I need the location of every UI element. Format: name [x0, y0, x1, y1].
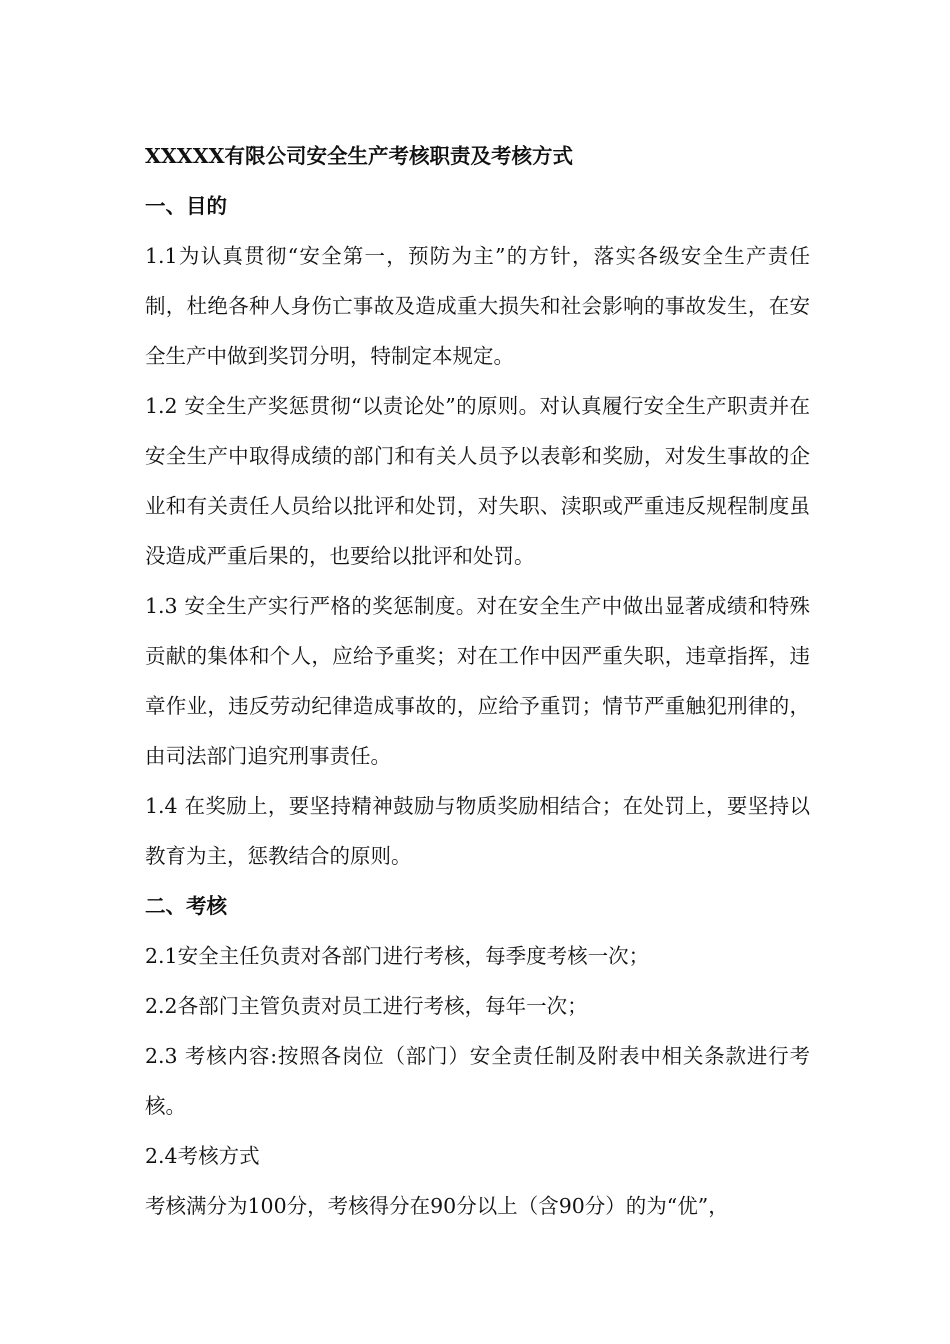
- paragraph-2-2: 2.2各部门主管负责对员工进行考核，每年一次；: [145, 994, 588, 1018]
- paragraph-1-2: 1.2 安全生产奖惩贯彻“以责论处”的原则。对认真履行安全生产职责并在安全生产中取得成绩的部门和有关人员予以表彰和奖励，对发生事故的企业和有关责任人员给以批评和处罚，对失职、渎职或严重违反规程制度虽没造成严重后果的，也要给以批评和处罚。: [145, 394, 810, 568]
- document-title: XXXXX有限公司安全生产考核职责及考核方式: [145, 144, 574, 168]
- section-heading-assessment: 二、考核: [145, 894, 227, 918]
- paragraph-1-3: 1.3 安全生产实行严格的奖惩制度。对在安全生产中做出显著成绩和特殊贡献的集体和个人，应给予重奖；对在工作中因严重失职，违章指挥，违章作业，违反劳动纪律造成事故的，应给予重罚；情节严重触犯刑律的，由司法部门追究刑事责任。: [145, 594, 810, 768]
- paragraph-1-1: 1.1为认真贯彻“安全第一，预防为主”的方针，落实各级安全生产责任制，杜绝各种人身伤亡事故及造成重大损失和社会影响的事故发生，在安全生产中做到奖罚分明，特制定本规定。: [145, 244, 810, 368]
- paragraph-2-1: 2.1安全主任负责对各部门进行考核，每季度考核一次；: [145, 944, 650, 968]
- document-body: [145, 131, 810, 1231]
- paragraph-2-3: 2.3 考核内容:按照各岗位（部门）安全责任制及附表中相关条款进行考核。: [145, 1044, 810, 1118]
- section-heading-purpose: 一、目的: [145, 194, 227, 218]
- paragraph-scoring: 考核满分为100分，考核得分在90分以上（含90分）的为“优”，: [145, 1194, 729, 1218]
- paragraph-1-4: 1.4 在奖励上，要坚持精神鼓励与物质奖励相结合；在处罚上，要坚持以教育为主，惩教结合的原则。: [145, 794, 810, 868]
- paragraph-2-4: 2.4考核方式: [145, 1144, 260, 1168]
